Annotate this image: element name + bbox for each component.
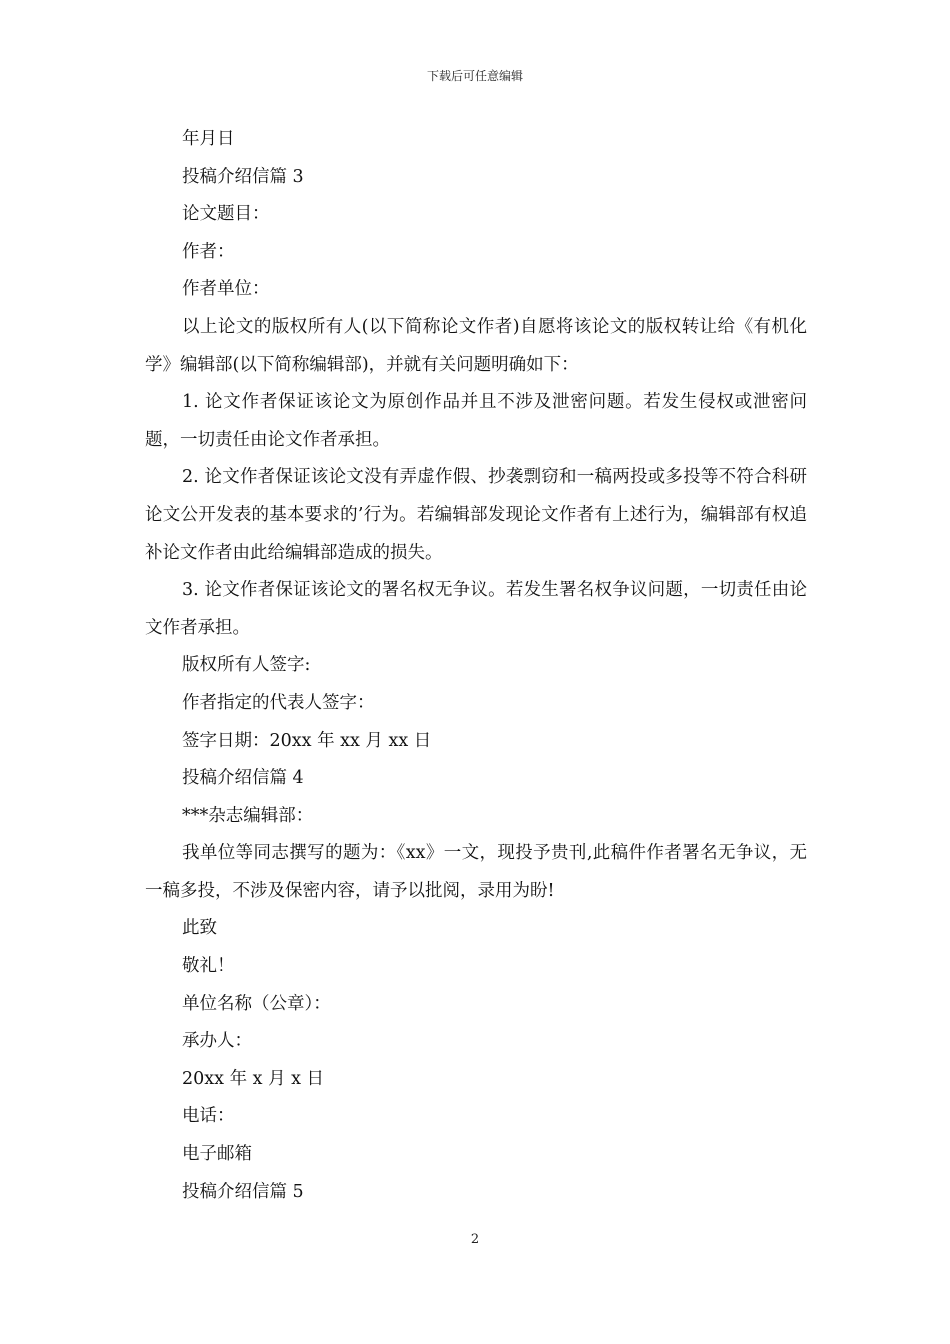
representative-signature-line: 作者指定的代表人签字：: [182, 692, 375, 713]
document-body: [145, 121, 807, 1211]
salutation-line: 敬礼！: [182, 956, 235, 977]
signature-date-line: 签字日期：20xx 年 xx 月 xx 日: [182, 730, 432, 751]
header-note: 下载后可任意编辑: [426, 69, 523, 83]
section-heading-4: 投稿介绍信篇 4: [182, 768, 304, 789]
owner-signature-line: 版权所有人签字:: [182, 655, 311, 676]
phone-line: 电话：: [182, 1106, 235, 1127]
section-heading-5: 投稿介绍信篇 5: [182, 1181, 304, 1202]
unit-name-line: 单位名称（公章）：: [182, 993, 331, 1014]
clause-3-paragraph: 3. 论文作者保证该论文的署名权无争议。若发生署名权争议问题，一切责任由论文作者承担。: [145, 580, 807, 638]
addressee-line: ***杂志编辑部：: [182, 805, 314, 826]
date-line: 年月日: [182, 129, 235, 149]
section-heading-3: 投稿介绍信篇 3: [182, 166, 304, 187]
email-line: 电子邮箱: [182, 1144, 252, 1165]
page-number: 2: [470, 1232, 480, 1247]
handler-line: 承办人：: [182, 1031, 252, 1052]
closing-line: 此致: [182, 918, 217, 939]
letter-date-line: 20xx 年 x 月 x 日: [182, 1068, 325, 1089]
clause-2-paragraph: 2. 论文作者保证该论文没有弄虚作假、抄袭剽窃和一稿两投或多投等不符合科研论文公开发表的基本要求的’行为。若编辑部发现论文作者有上述行为，编辑部有权追补论文作者由此给编辑部造成的损失。: [145, 467, 807, 563]
clause-1-paragraph: 1. 论文作者保证该论文为原创作品并且不涉及泄密问题。若发生侵权或泄密问题，一切责任由论文作者承担。: [145, 392, 807, 450]
copyright-intro-paragraph: 以上论文的版权所有人(以下简称论文作者)自愿将该论文的版权转让给《有机化学》编辑部(以下简称编辑部)，并就有关问题明确如下：: [145, 316, 807, 375]
author-line: 作者：: [182, 241, 235, 262]
author-affiliation-line: 作者单位：: [182, 279, 270, 300]
paper-title-line: 论文题目：: [182, 204, 270, 225]
submission-paragraph: 我单位等同志撰写的题为：《xx》一文，现投予贵刊,此稿件作者署名无争议，无一稿多投，不涉及保密内容，请予以批阅，录用为盼!: [145, 843, 807, 901]
